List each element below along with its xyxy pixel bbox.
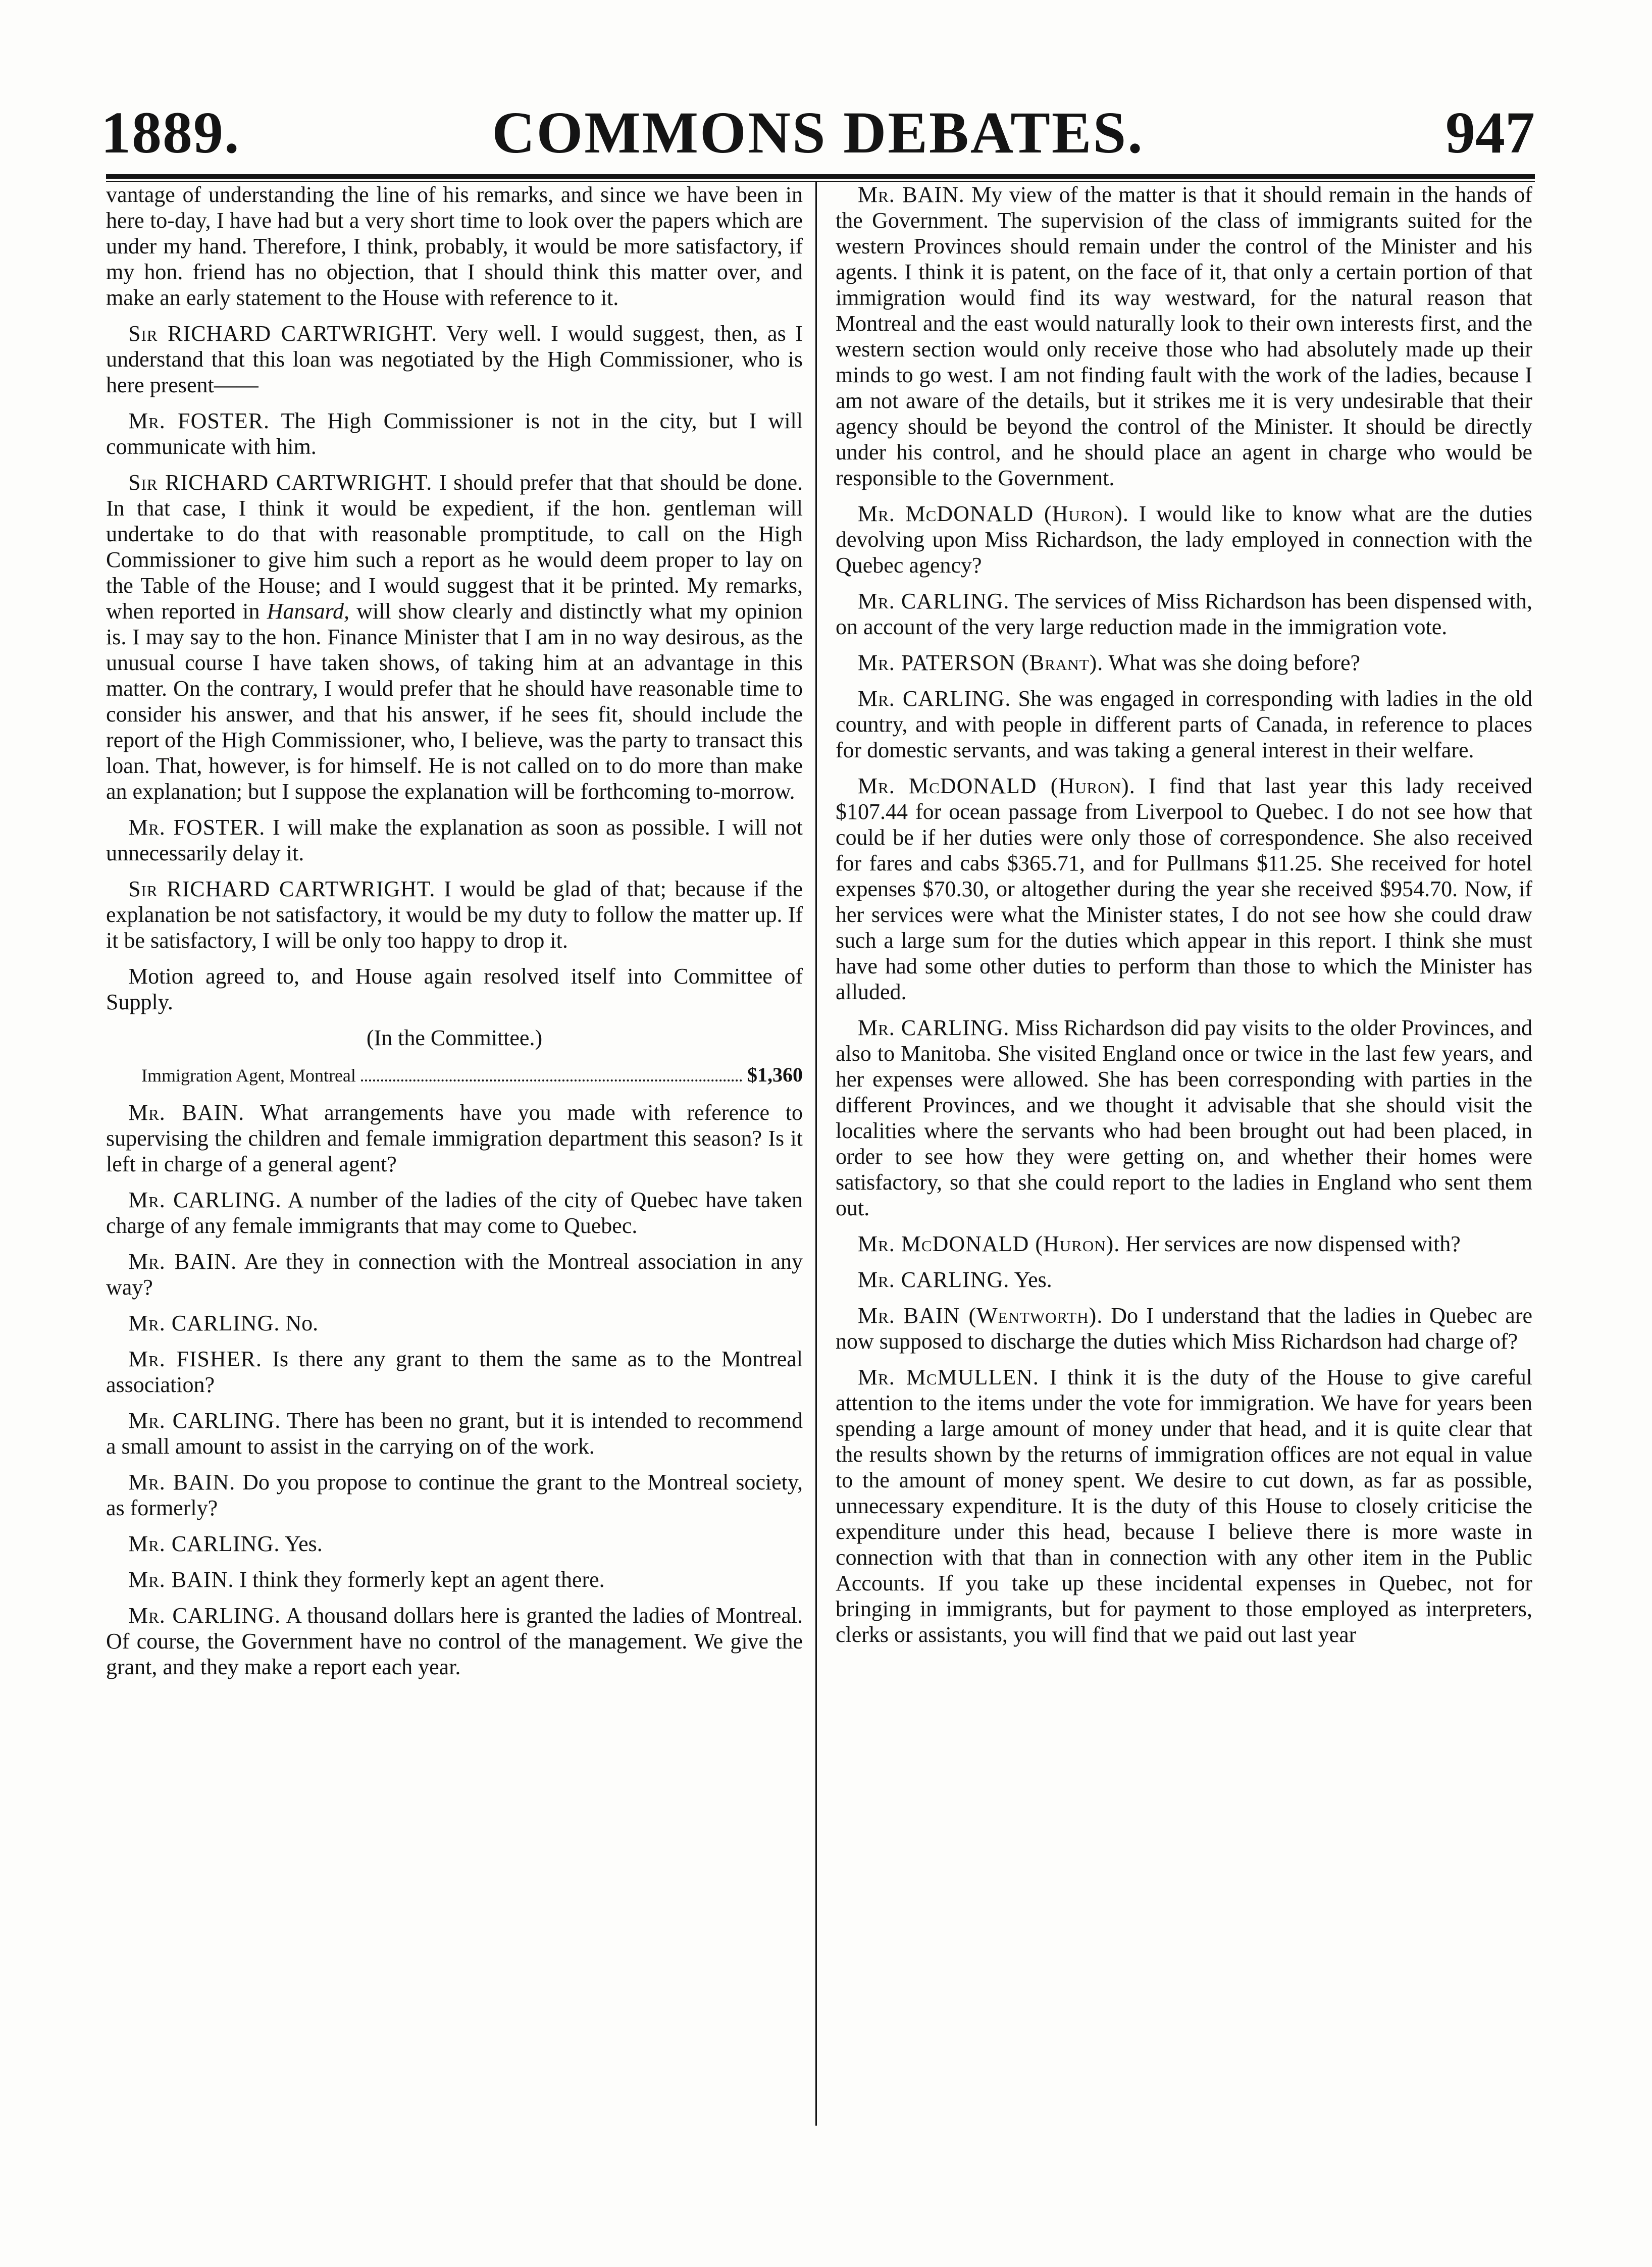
speaker: Mr. CARLING. [858, 1267, 1010, 1292]
speaker: Mr. FOSTER. [128, 408, 270, 433]
speech [106, 408, 803, 459]
hansard-italic: Hansard, [267, 599, 350, 624]
speech-text: Very well. I would suggest, then, as I understand that this loan was negotiated by the High Commissioner, who is here present—— [106, 321, 803, 397]
speech [836, 501, 1532, 578]
speech-text: I would like to know what are the duties devolving upon Miss Richardson, the lady employed in connection with the Quebec agency? [836, 501, 1532, 578]
speech-text: There has been no grant, but it is intended to recommend a small amount to assist in the carrying on of the work. [106, 1408, 803, 1459]
speaker: Mr. McMULLEN. [858, 1365, 1039, 1389]
page-number: 947 [1446, 99, 1535, 166]
speech [106, 814, 803, 866]
speaker: Mr. CARLING. [858, 686, 1011, 711]
speech [106, 1469, 803, 1521]
speech-text: Do you propose to continue the grant to the Montreal society, as formerly? [106, 1470, 803, 1520]
speech-text: A number of the ladies of the city of Quebec have taken charge of any female immigrants that may come to Quebec. [106, 1188, 803, 1238]
speech-text: Yes. [1014, 1267, 1052, 1292]
speaker: Mr. CARLING. [128, 1531, 280, 1556]
speech [836, 773, 1532, 1005]
speech-text: No. [285, 1311, 319, 1335]
speech-text: The High Commissioner is not in the city, but I will communicate with him. [106, 408, 803, 459]
speech [106, 321, 803, 398]
vote-label: Immigration Agent, Montreal [141, 1065, 356, 1086]
vote-amount: $1,360 [747, 1063, 803, 1086]
column-divider [815, 182, 817, 2126]
speech-text: I should prefer that that should be done. In that case, I think it would be expedient, if the hon. gentleman will undertake to do that with reasonable promptitude, to call on the High Commissioner to give him such a report as he would deem proper to lay on the Table of the House; and I would suggest that it be printed. My remarks, when reported in [106, 470, 803, 624]
speech-text: The services of Miss Richardson has been dispensed with, on account of the very large reduction made in the immigration vote. [836, 589, 1532, 639]
speech [106, 1346, 803, 1398]
speech-text: Miss Richardson did pay visits to the older Provinces, and also to Manitoba. She visited England once or twice in the last few years, and her expenses were allowed. She has been corresponding with parties in the different Provinces, and we thought it advisable that she should visit the localities where the servants who had been brought out had been placed, in order to see how they were getting on, and whether their homes were satisfactory, so that she could report to the ladies in England who sent them out. [836, 1015, 1532, 1220]
speech [836, 1364, 1532, 1647]
speech [836, 1015, 1532, 1221]
speaker: Mr. BAIN. [858, 182, 965, 207]
speech [106, 876, 803, 953]
speech [106, 1187, 803, 1239]
speaker: Mr. CARLING. [128, 1408, 281, 1433]
speech-text: I will make the explanation as soon as possible. I will not unnecessarily delay it. [106, 815, 803, 865]
speech-text: I think it is the duty of the House to give careful attention to the items under the vote for immigration. We have for years been spending a large amount of money under that head, and it is quite clear that the results shown by the returns of immigration offices are not equal in value to the amount of money spent. We desire to cut down, as far as possible, unnecessary expenditure. It is the duty of this House to closely criticise the expenditure under this head, because I believe there is more waste in connection with that than in connection with any other item in the Public Accounts. If you take up these incidental expenses in Quebec, not for bringing in immigrants, but for payment to those employed as interpreters, clerks or assistants, you will find that we paid out last year [836, 1365, 1533, 1647]
speech [836, 588, 1532, 640]
speaker: Mr. CARLING. [128, 1603, 281, 1628]
speech-text: Her services are now dispensed with? [1125, 1231, 1461, 1256]
speaker: Mr. PATERSON (Brant). [858, 650, 1104, 675]
speaker: Sir RICHARD CARTWRIGHT. [128, 877, 436, 901]
speech-text: She was engaged in corresponding with ladies in the old country, and with people in different parts of Canada, in reference to places for domestic servants, and was taking a general interest in their welfare. [836, 686, 1533, 762]
speech [106, 1408, 803, 1459]
speech-text: I would be glad of that; because if the explanation be not satisfactory, it would be my duty to follow the matter up. If it be satisfactory, I will be only too happy to drop it. [106, 877, 803, 953]
speaker: Sir RICHARD CARTWRIGHT. [128, 321, 438, 346]
speech [836, 686, 1532, 763]
year: 1889. [101, 99, 240, 166]
paragraph: vantage of understanding the line of his remarks, and since we have been in here to-day, I have had but a very short time to look over the papers which are under my hand. Therefore, I think, probably, it would be more satisfactory, if my hon. friend has no objection, that I should think this matter over, and make an early statement to the House with reference to it. [106, 182, 803, 310]
speech-text: My view of the matter is that it should remain in the hands of the Government. The supervision of the class of immigrants suited for the western Provinces should remain under the control of the Minister and his agents. I think it is patent, on the face of it, that only a certain portion of that immigration would find its way westward, for the natural reason that Montreal and the east would naturally look to their own interests first, and the western section would only receive those who had absolutely made up their minds to go west. I am not finding fault with the work of the ladies, because I am not aware of the details, but it strikes me it is very undesirable that their agency should be beyond the control of the Minister. It should be directly under his control, and he should place an agent in charge who would be responsible to the Government. [836, 182, 1533, 490]
speech-text: will show clearly and distinctly what my opinion is. I may say to the hon. Finance Minister that I am in no way desirous, as the unusual course I have taken shows, of taking him at an advantage in this matter. On the contrary, I would prefer that he should have reasonable time to consider his answer, and that his answer, if he sees fit, should include the report of the High Commissioner, who, I believe, was the party to transact this loan. That, however, is for himself. He is not called on to do more than make an explanation; but I suppose the explanation will be forthcoming to-morrow. [106, 599, 803, 804]
vote-line [141, 1062, 803, 1089]
speech-text: Do I understand that the ladies in Quebec are now supposed to discharge the duties which Miss Richardson had charge of? [836, 1303, 1532, 1354]
speech [106, 470, 803, 804]
speech-text: Are they in connection with the Montreal association in any way? [106, 1249, 803, 1300]
speaker: Mr. BAIN. [128, 1100, 245, 1125]
speaker: Mr. BAIN (Wentworth). [858, 1303, 1103, 1328]
speaker: Mr. CARLING. [858, 589, 1010, 613]
leader-dots [361, 1079, 742, 1081]
speech [106, 1249, 803, 1300]
header-rule [106, 174, 1535, 179]
speech [836, 1267, 1532, 1293]
speech [106, 1100, 803, 1177]
speech [836, 1231, 1532, 1257]
speech [106, 1603, 803, 1680]
speaker: Mr. BAIN. [128, 1249, 237, 1274]
speech [836, 1303, 1532, 1354]
speaker: Mr. McDONALD (Huron). [858, 501, 1129, 526]
speaker: Mr. CARLING. [128, 1311, 280, 1335]
speaker: Mr. McDONALD (Huron). [858, 774, 1135, 798]
paragraph: Motion agreed to, and House again resolved itself into Committee of Supply. [106, 964, 803, 1014]
speech [106, 1310, 803, 1336]
speaker: Mr. FISHER. [128, 1347, 262, 1371]
speech [836, 182, 1532, 491]
speech-text: Yes. [284, 1531, 323, 1556]
right-column [836, 182, 1532, 1658]
left-column [106, 182, 803, 1690]
speaker: Sir RICHARD CARTWRIGHT. [128, 470, 433, 495]
speech-text: A thousand dollars here is granted the ladies of Montreal. Of course, the Government have no control of the management. We give the grant, and they make a report each year. [106, 1603, 803, 1679]
speaker: Mr. McDONALD (Huron). [858, 1231, 1120, 1256]
speaker: Mr. BAIN. [128, 1567, 234, 1592]
speech [106, 1531, 803, 1557]
page-header [101, 93, 1535, 169]
committee-heading: (In the Committee.) [366, 1025, 543, 1050]
speaker: Mr. CARLING. [128, 1188, 282, 1212]
speech [836, 650, 1532, 676]
speaker: Mr. FOSTER. [128, 815, 266, 840]
speaker: Mr. BAIN. [128, 1470, 236, 1495]
speech-text: I find that last year this lady received $107.44 for ocean passage from Liverpool to Quebec. I do not see how that could be if her duties were only those of correspondence. She also received for fares and cabs $365.71, and for Pullmans $11.25. She received for hotel expenses $70.30, or altogether during the year she received $954.70. Now, if her services were what the Minister states, I do not see how she could draw such a large sum for the duties which appear in this report. I think she must have had some other duties to perform than those to which the Minister has alluded. [836, 774, 1533, 1004]
page-title: COMMONS DEBATES. [492, 99, 1144, 166]
speech [106, 1567, 803, 1592]
speech-text: I think they formerly kept an agent there. [239, 1567, 605, 1592]
speech-text: What was she doing before? [1108, 650, 1360, 675]
speaker: Mr. CARLING. [858, 1015, 1010, 1040]
speech-text: Is there any grant to them the same as to the Montreal association? [106, 1347, 803, 1397]
speech-text: What arrangements have you made with reference to supervising the children and female immigration department this season? Is it left in charge of a general agent? [106, 1100, 803, 1176]
